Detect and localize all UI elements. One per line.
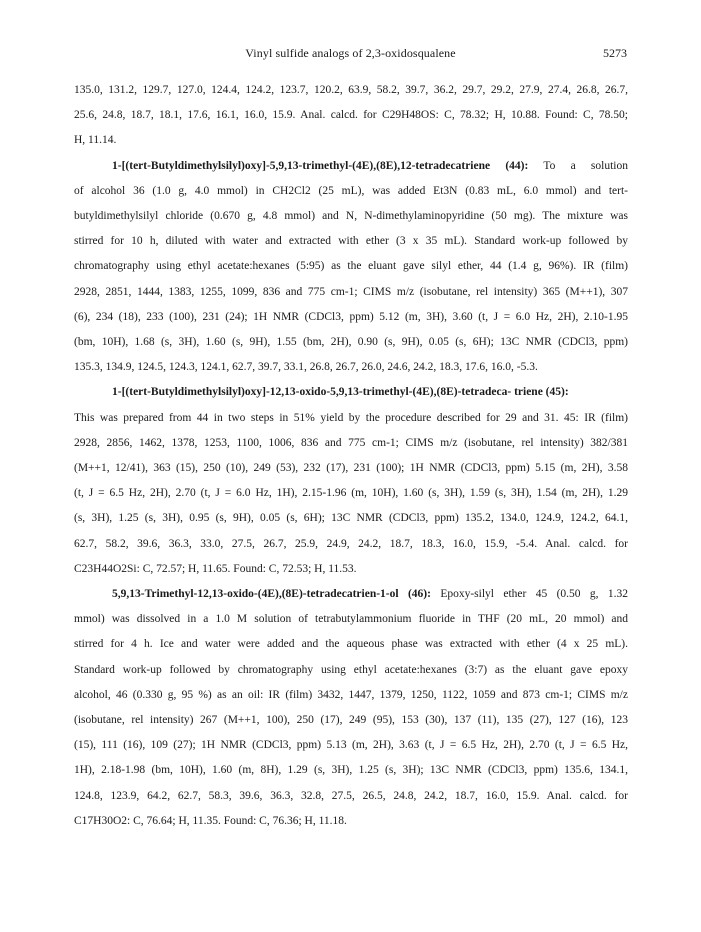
- text-line: Standard work-up followed by chromatography using ethyl acetate:hexanes (3:7) as the eluant gave epoxy: [74, 663, 628, 676]
- text-line: (6), 234 (18), 233 (100), 231 (24); 1H NMR (CDCl3, ppm) 5.12 (m, 3H), 3.60 (t, J = 6.0 Hz, 2H), 2.10-1.95: [74, 310, 628, 323]
- text-line: (isobutane, rel intensity) 267 (M++1, 100), 250 (17), 249 (95), 153 (30), 137 (11), 135 (27), 127 (16), 123: [74, 714, 628, 727]
- paragraph-compound-46: [74, 582, 628, 834]
- text-line: C17H30O2: C, 76.64; H, 11.35. Found: C, 76.36; H, 11.18.: [74, 814, 347, 827]
- text-line: To a solution: [543, 159, 628, 172]
- running-head: [0, 46, 701, 62]
- text-line: This was prepared from 44 in two steps in 51% yield by the procedure described for 29 and 31. 45: IR (film): [74, 411, 628, 424]
- text-line: 135.3, 134.9, 124.5, 124.3, 124.1, 62.7, 39.7, 33.1, 26.8, 26.7, 26.0, 24.6, 24.2, 18.3, 17.6, 16.0, -5.3.: [74, 361, 538, 374]
- compound-heading: [74, 380, 628, 405]
- text-line: (s, 3H), 1.25 (s, 3H), 0.95 (s, 9H), 0.05 (s, 6H); 13C NMR (CDCl3, ppm) 135.2, 134.0, 124.9, 124.2, 64.1,: [74, 512, 628, 525]
- compound-heading: 1-[(tert-Butyldimethylsilyl)oxy]-5,9,13-trimethyl-(4E),(8E),12-tetradecatriene (44):: [112, 159, 529, 172]
- text-line: 62.7, 58.2, 39.6, 36.3, 33.0, 27.5, 26.7, 25.9, 24.9, 24.2, 18.7, 18.3, 16.0, 15.9, -5.4. Anal. calcd. for: [74, 537, 628, 550]
- text-line: chromatography using ethyl acetate:hexanes (5:95) as the eluant gave silyl ether, 44 (1.4 g, 96%). IR (film): [74, 260, 628, 273]
- text-line: Epoxy-silyl ether 45 (0.50 g, 1.32: [440, 588, 629, 601]
- text-line: 1H), 2.18-1.98 (bm, 10H), 1.60 (m, 8H), 1.29 (s, 3H), 1.25 (s, 3H); 13C NMR (CDCl3, ppm) 135.6, 134.1,: [74, 764, 628, 777]
- running-title: Vinyl sulfide analogs of 2,3-oxidosqualene: [245, 46, 456, 60]
- text-line: 2928, 2856, 1462, 1378, 1253, 1100, 1006, 836 and 775 cm-1; CIMS m/z (isobutane, rel intensity) 382/381: [74, 436, 628, 449]
- paragraph-nmr-continuation: [74, 78, 628, 154]
- text-line: 135.0, 131.2, 129.7, 127.0, 124.4, 124.2, 123.7, 120.2, 63.9, 58.2, 39.7, 36.2, 29.7, 29.2, 27.9, 27.4, 26.8, 26.7,: [74, 84, 628, 96]
- article-body: [74, 78, 628, 834]
- text-line: 124.8, 123.9, 64.2, 62.7, 58.3, 39.6, 36.3, 32.8, 27.5, 26.5, 24.8, 24.2, 18.7, 16.0, 15.9. Anal. calcd. for: [74, 789, 628, 802]
- paragraph-compound-45: [74, 380, 628, 582]
- text-line: (M++1, 12/41), 363 (15), 250 (10), 249 (53), 232 (17), 231 (100); 1H NMR (CDCl3, ppm) 5.15 (m, 2H), 3.58: [74, 462, 628, 475]
- text-line: 25.6, 24.8, 18.7, 18.1, 17.6, 16.1, 16.0, 15.9. Anal. calcd. for C29H48OS: C, 78.32; H, 10.88. Found: C, 78.50;: [74, 109, 628, 122]
- heading-line: [74, 582, 628, 607]
- text-line: 2928, 2851, 1444, 1383, 1255, 1099, 836 and 775 cm-1; CIMS m/z (isobutane, rel intensity) 365 (M++1), 307: [74, 285, 628, 298]
- text-line: stirred for 4 h. Ice and water were added and the aqueous phase was extracted with ether (4 x 25 mL).: [74, 638, 628, 651]
- text-line: stirred for 10 h, diluted with water and extracted with ether (3 x 35 mL). Standard work-up followed by: [74, 235, 628, 248]
- text-line: (t, J = 6.5 Hz, 2H), 2.70 (t, J = 6.0 Hz, 1H), 2.15-1.96 (m, 10H), 1.60 (s, 3H), 1.59 (s, 3H), 1.54 (m, 2H), 1.29: [74, 487, 628, 500]
- text-line: alcohol, 46 (0.330 g, 95 %) as an oil: IR (film) 3432, 1447, 1379, 1250, 1122, 1059 and 873 cm-1; CIMS m/z: [74, 688, 628, 701]
- paragraph-compound-44: [74, 154, 628, 381]
- page-number: 5273: [603, 46, 627, 60]
- text-line: C23H44O2Si: C, 72.57; H, 11.65. Found: C, 72.53; H, 11.53.: [74, 562, 357, 575]
- text-line: (bm, 10H), 1.68 (s, 3H), 1.60 (s, 9H), 1.55 (bm, 2H), 0.90 (s, 9H), 0.05 (s, 6H); 13C NMR (CDCl3, ppm): [74, 336, 628, 349]
- text-line: mmol) was dissolved in a 1.0 M solution of tetrabutylammonium fluoride in THF (20 mL, 20 mmol) and: [74, 613, 628, 626]
- text-line: of alcohol 36 (1.0 g, 4.0 mmol) in CH2Cl2 (25 mL), was added Et3N (0.83 mL, 6.0 mmol) and tert-: [74, 184, 628, 197]
- text-line: butyldimethylsilyl chloride (0.670 g, 4.8 mmol) and N, N-dimethylaminopyridine (50 mg). The mixture was: [74, 210, 628, 223]
- text-line: H, 11.14.: [74, 134, 117, 147]
- compound-heading: 5,9,13-Trimethyl-12,13-oxido-(4E),(8E)-tetradecatrien-1-ol (46):: [112, 588, 431, 601]
- compound-heading-text: 1-[(tert-Butyldimethylsilyl)oxy]-12,13-oxido-5,9,13-trimethyl-(4E),(8E)-tetradeca- triene (45):: [112, 386, 569, 399]
- heading-line: [74, 154, 628, 179]
- text-line: (15), 111 (16), 109 (27); 1H NMR (CDCl3, ppm) 5.13 (m, 2H), 3.63 (t, J = 6.5 Hz, 2H), 2.70 (t, J = 6.5 Hz,: [74, 739, 628, 752]
